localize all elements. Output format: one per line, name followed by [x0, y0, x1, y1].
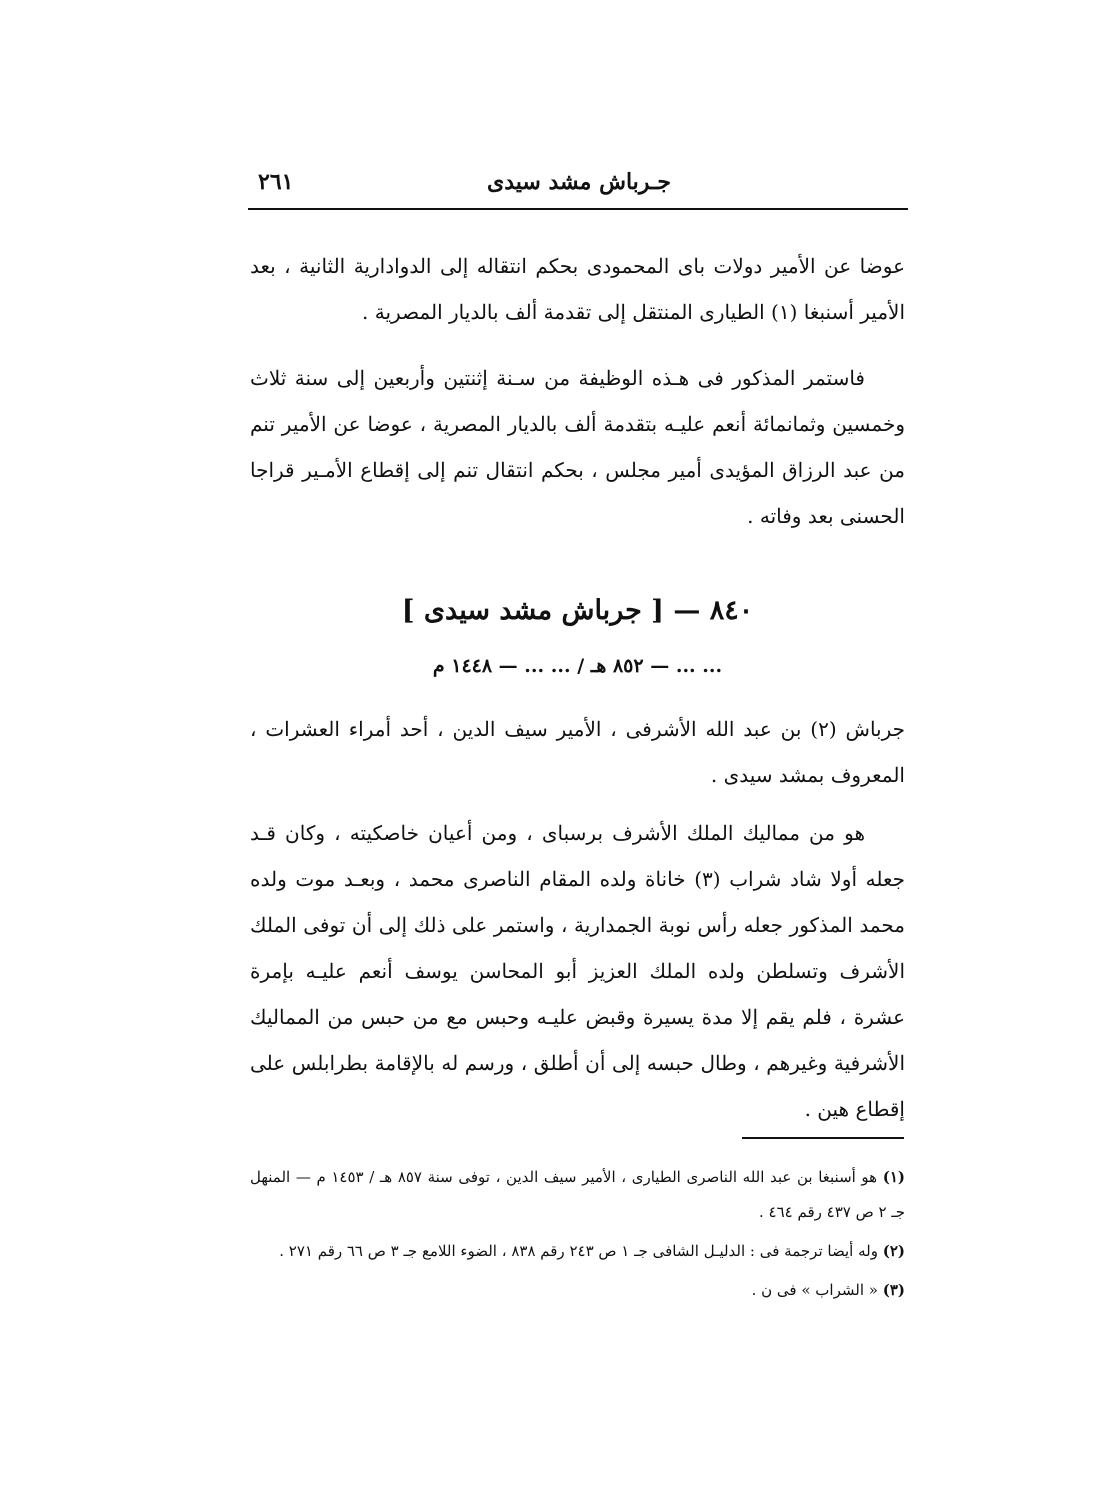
footnote-text: وله أيضا ترجمة فى : الدليـل الشافى جـ ١ ص ٢٤٣ رقم ٨٣٨ ، الضوء اللامع جـ ٣ ص ٦٦ رقم ٢٧١ . — [279, 1242, 878, 1260]
entry-name-paragraph: جرباش (٢) بن عبد الله الأشرفى ، الأمير سيف الدين ، أحد أمراء العشرات ، المعروف بمشد سيدى . — [250, 717, 906, 787]
running-header — [250, 165, 908, 205]
intro-paragraph: عوضا عن الأمير دولات باى المحمودى بحكم انتقاله إلى الدوادارية الثانية ، بعد الأمير أسنبغا (١) الطيارى المنتقل إلى تقدمة ألف بالديار المصرية . — [250, 254, 905, 324]
page-number: ٢٦١ — [258, 169, 294, 195]
footnote-number: (٣) — [882, 1281, 905, 1299]
footnotes — [250, 1160, 905, 1312]
header-rule — [248, 208, 908, 210]
continuation-paragraph: فاستمر المذكور فى هـذه الوظيفة من سـنة إثنتين وأربعين إلى سنة ثلاث وخمسين وثمانمائة أنعم عليـه بتقدمة ألف بالديار المصرية ، عوضا عن الأمير تنم من عبد الرزاق المؤيدى أمير مجلس ، بحكم انتقال تنم إلى إقطاع الأمـير قراجا الحسنى بعد وفاته . — [250, 366, 905, 528]
footnote-text: « الشراب » فى ن . — [751, 1281, 878, 1299]
entry-body-paragraph: هو من مماليك الملك الأشرف برسباى ، ومن أعيان خاصكيته ، وكان قـد جعله أولا شاد شراب (٣) خاناة ولده المقام الناصرى محمد ، وبعـد موت ولده محمد المذكور جعله رأس نوبة الجمدارية ، واستمر على ذلك إلى أن توفى الملك الأشرف وتسلطن ولده الملك العزيز أبو المحاسن يوسف أنعم عليـه بإمرة عشرة ، فلم يقم إلا مدة يسيرة وقبض عليـه وحبس مع من حبس من المماليك الأشرفية وغيرهم ، وطال حبسه إلى أن أطلق ، ورسم له بالإقامة بطرابلس على إقطاع هين . — [250, 821, 905, 1121]
footnote-text: هو أسنبغا بن عبد الله الناصرى الطيارى ، الأمير سيف الدين ، توفى سنة ٨٥٧ هـ / ١٤٥٣ م — المنهل جـ ٢ ص ٤٣٧ رقم ٤٦٤ . — [250, 1168, 905, 1221]
entry-title: ٨٤٠ — [ جرباش مشد سيدى ] — [401, 595, 754, 626]
entry-dates: ... ... — ٨٥٢ هـ / ... ... — ١٤٤٨ م — [432, 655, 723, 677]
running-title: جـرباش مشد سيدى — [487, 169, 671, 195]
footnote — [250, 1273, 905, 1308]
footnote-number: (٢) — [882, 1242, 905, 1260]
footnote — [250, 1234, 905, 1269]
footnote — [250, 1160, 905, 1230]
footnote-number: (١) — [882, 1168, 905, 1186]
footnote-rule — [742, 1137, 904, 1139]
